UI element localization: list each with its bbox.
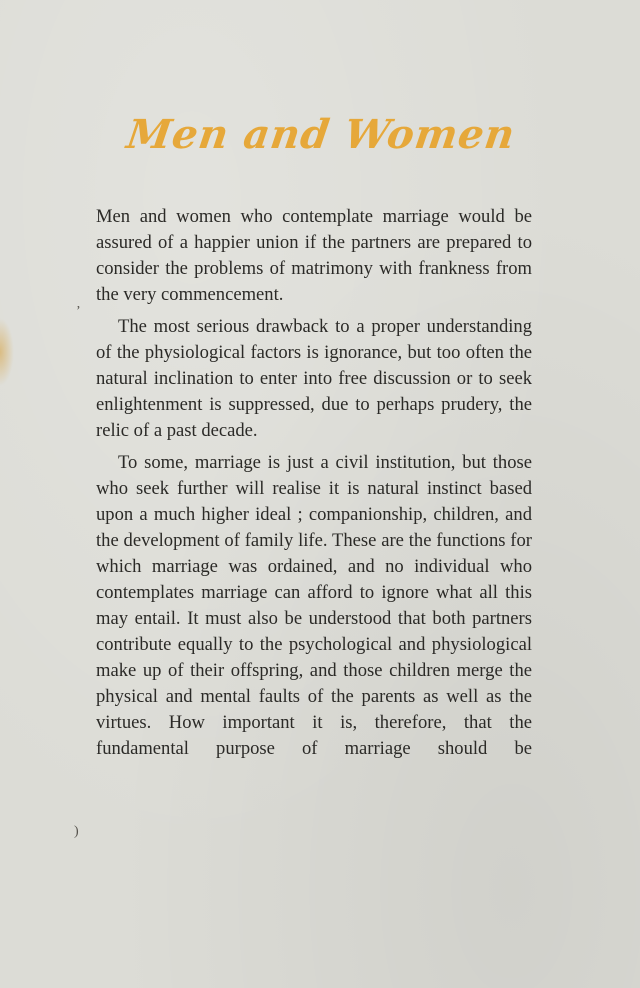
margin-mark: ’: [76, 304, 81, 319]
paragraph-3: To some, marriage is just a civil institution, but those who seek further will realise it is natural instinct based upon a much higher ideal ; companionship, children, and the development of family life. These are the functions for which marriage was ordained, and no individual who contemplates marriage can afford to ignore what all this may entail. It must also be understood that both partners contribute equally to the psychological and physiological make up of their offspring, and those children merge the physical and mental faults of the parents as well as the virtues. How important it is, therefore, that the fundamental purpose of marriage should be: [96, 452, 532, 759]
margin-mark: ): [74, 824, 79, 839]
body-text: [96, 204, 532, 768]
page-title: Men and Women: [123, 111, 519, 158]
page-edge-stain: [0, 318, 14, 386]
paragraph-1: Men and women who contemplate marriage would be assured of a happier union if the partners are prepared to consider the problems of matrimony with frankness from the very commencement.: [96, 206, 532, 305]
paragraph-2: The most serious drawback to a proper understanding of the physiological factors is ignorance, but too often the natural inclination to enter into free discussion or to seek enlightenment is suppressed, due to perhaps prudery, the relic of a past decade.: [96, 316, 532, 441]
